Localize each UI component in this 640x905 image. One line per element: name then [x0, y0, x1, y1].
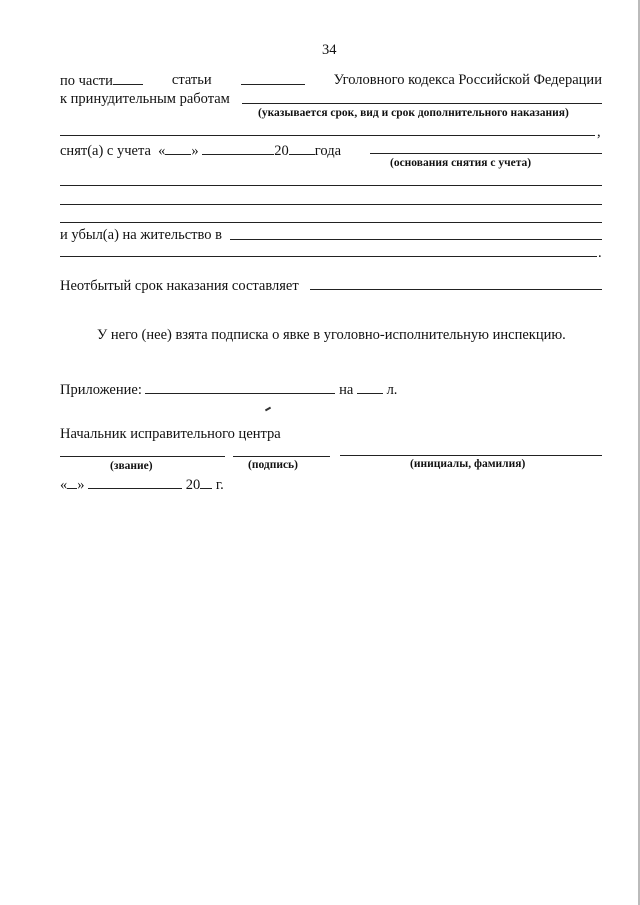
unserved-label: Неотбытый срок наказания составляет: [60, 278, 299, 294]
unserved-field: [310, 289, 602, 290]
forced-labor-field: [242, 103, 602, 104]
name-caption: (инициалы, фамилия): [410, 458, 526, 470]
criminal-code: Уголовного кодекса Российской Федерации: [333, 72, 602, 88]
removal-grounds-caption: (основания снятия с учета): [390, 157, 532, 169]
head-title: Начальник исправительного центра: [60, 426, 281, 442]
departed-field-2: [60, 256, 597, 257]
removal-grounds-field: [370, 153, 602, 154]
departed-field: [230, 239, 602, 240]
continuation-line: [60, 135, 595, 136]
article-field: [241, 72, 305, 85]
page-number: 34: [322, 42, 337, 58]
name-field: [340, 455, 602, 456]
date-line: « » 20 г.: [60, 477, 224, 493]
pledge-text: У него (нее) взята подписка о явке в уголовно-исполнительную инспекцию.: [97, 327, 566, 343]
forced-labor-caption: (указывается срок, вид и срок дополнительного наказания): [258, 107, 569, 119]
removed-line: снят(а) с учета « » 20 года: [60, 143, 342, 159]
blank-line: [60, 222, 602, 223]
period: .: [598, 245, 602, 261]
line-1: [60, 72, 602, 89]
scan-mark: [265, 407, 271, 412]
rank-field: [60, 456, 225, 457]
appendix-line: Приложение: на л.: [60, 382, 398, 398]
comma: ,: [597, 124, 601, 140]
blank-line: [60, 185, 602, 186]
signature-caption: (подпись): [248, 459, 298, 471]
blank-line: [60, 204, 602, 205]
departed-label: и убыл(а) на жительство в: [60, 227, 222, 243]
forced-labor-label: к принудительным работам: [60, 91, 230, 107]
rank-caption: (звание): [110, 460, 153, 472]
stati: статьи: [171, 72, 212, 88]
po-chasti: по части: [60, 72, 143, 89]
signature-field: [233, 456, 330, 457]
